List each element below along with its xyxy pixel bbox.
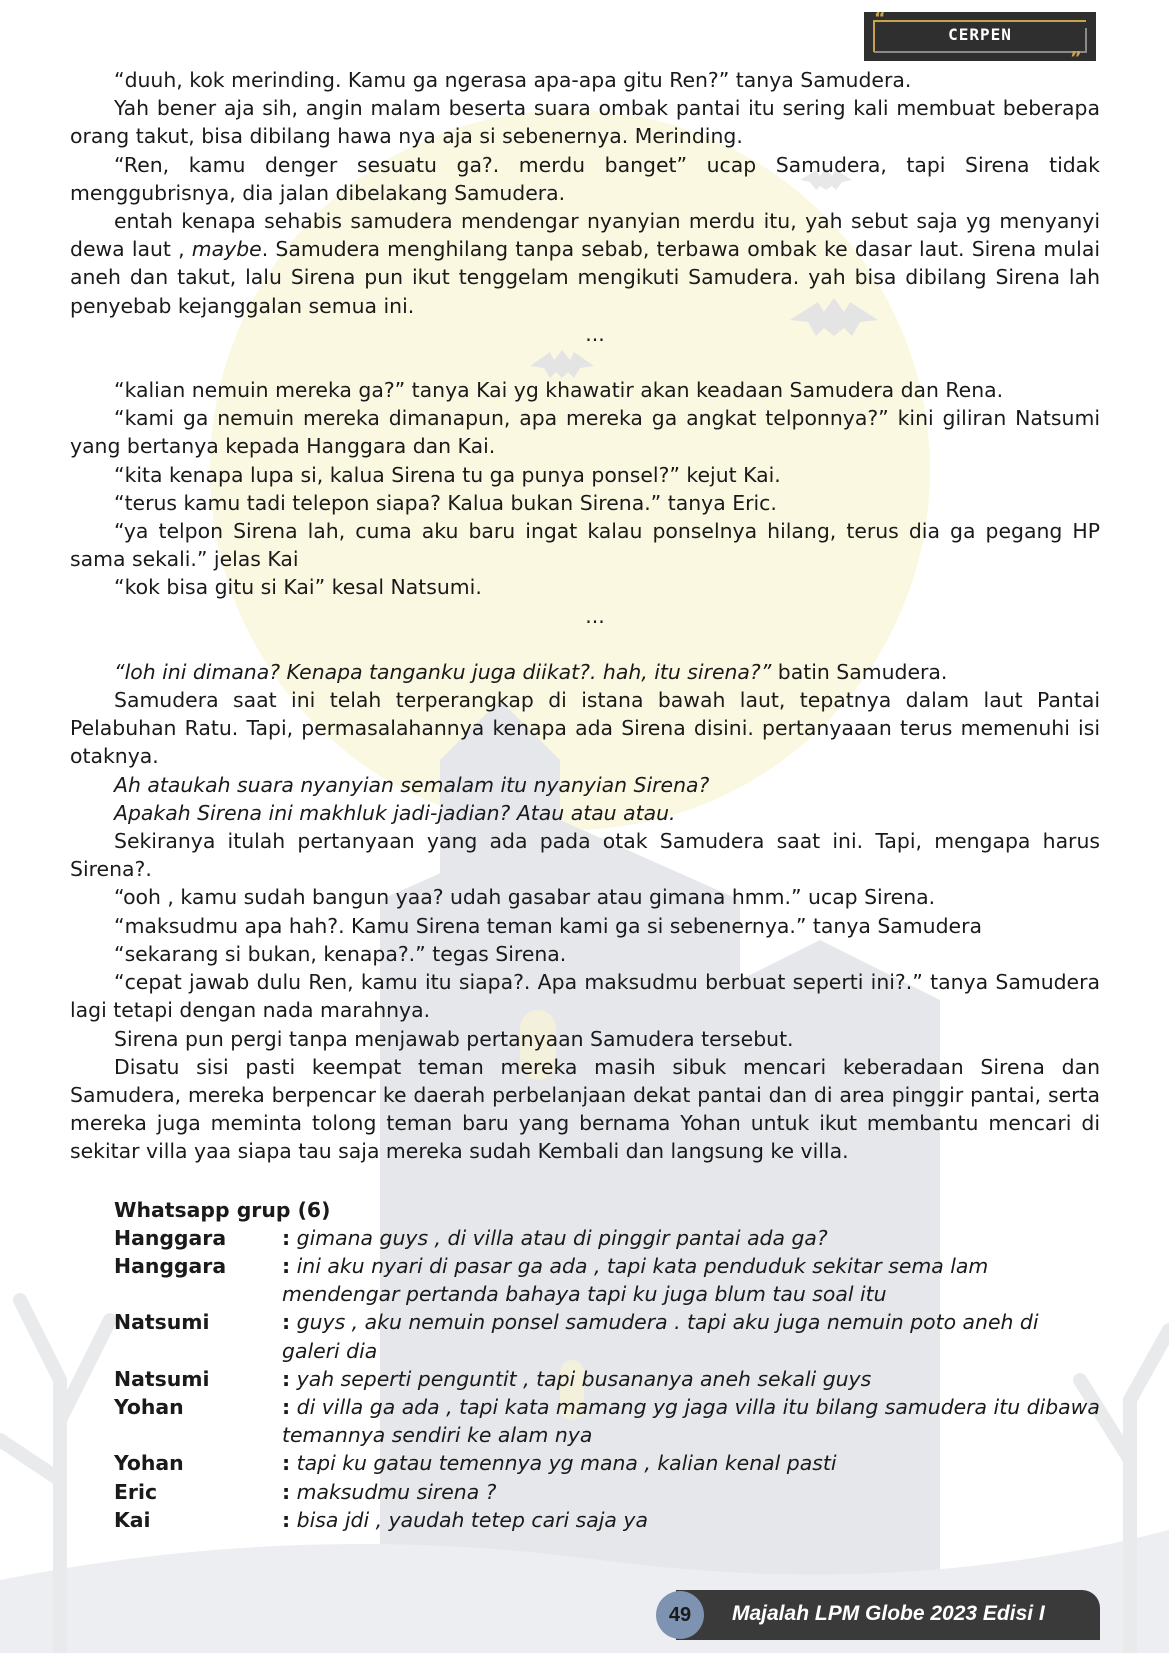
paragraph: Yah bener aja sih, angin malam beserta suara ombak pantai itu sering kali membuat beberapa orang takut, bisa dibilang hawa nya aja si sebenernya. Merinding.	[70, 96, 1100, 149]
chat-message	[114, 1308, 1100, 1364]
text-run: entah kenapa sehabis samudera mendengar nyanyian merdu itu, yah sebut saja yg menyanyi dewa laut ,	[70, 209, 1100, 262]
chat-message-text: guys , aku nemuin ponsel samudera . tapi aku juga nemuin poto aneh di galeri dia	[282, 1310, 1039, 1363]
chat-sender: Yohan	[114, 1394, 184, 1419]
paragraph: “duuh, kok merinding. Kamu ga ngerasa apa-apa gitu Ren?” tanya Samudera.	[114, 68, 912, 92]
chat-colon: :	[282, 1310, 291, 1335]
paragraph: “Ren, kamu denger sesuatu ga?. merdu banget” ucap Samudera, tapi Sirena tidak menggubrisnya, dia jalan dibelakang Samudera.	[70, 152, 1100, 205]
chat-message-text: bisa jdi , yaudah tetep cari saja ya	[296, 1507, 648, 1532]
paragraph: “cepat jawab dulu Ren, kamu itu siapa?. Apa maksudmu berbuat seperti ini?.” tanya Samudera lagi tetapi dengan nada marahnya.	[70, 970, 1100, 1023]
scene-separator: ...	[585, 321, 605, 346]
paragraph: “sekarang si bukan, kenapa?.” tegas Sirena.	[114, 941, 567, 966]
chat-message	[114, 1449, 1100, 1477]
chat-colon: :	[282, 1394, 291, 1419]
story-body	[70, 66, 1100, 1534]
chat-sender: Kai	[114, 1507, 151, 1532]
chat-colon: :	[282, 1225, 291, 1250]
chat-message-text: ini aku nyari di pasar ga ada , tapi kata penduduk sekitar sema lam mendengar pertanda bahaya tapi ku juga blum tau soal itu	[282, 1253, 989, 1307]
scene-separator: ...	[585, 603, 605, 628]
chat-message	[114, 1224, 1100, 1252]
paragraph: Samudera saat ini telah terperangkap di istana bawah laut, tepatnya dalam laut Pantai Pelabuhan Ratu. Tapi, permasalahannya kenapa ada Sirena disini. pertanyaaan terus memenuhi isi otaknya.	[70, 688, 1100, 769]
chat-message-text: gimana guys , di villa atau di pinggir pantai ada ga?	[296, 1225, 828, 1250]
text-run: batin Samudera.	[771, 659, 948, 684]
section-label: CERPEN	[948, 25, 1012, 44]
paragraph: “kita kenapa lupa si, kalua Sirena tu ga punya ponsel?” kejut Kai.	[114, 462, 781, 487]
chat-sender: Yohan	[114, 1451, 184, 1476]
chat-message	[114, 1252, 1100, 1308]
chat-text	[282, 1478, 1100, 1506]
text-run-italic: maybe	[191, 237, 262, 262]
paragraph: Disatu sisi pasti keempat teman mereka masih sibuk mencari keberadaan Sirena dan Samudera, mereka berpencar ke daerah perbelanjaan dekat pantai dan di area pinggir pantai, serta mereka juga meminta tolong teman baru yang bernama Yohan untuk ikut membantu mencari di sekitar villa yaa siapa tau saja mereka sudah Kembali dan langsung ke villa.	[70, 1054, 1100, 1164]
chat-text	[282, 1393, 1100, 1449]
chat-message-text: tapi ku gatau temennya yg mana , kalian kenal pasti	[296, 1451, 837, 1476]
text-run-italic: “loh ini dimana? Kenapa tanganku juga diikat?. hah, itu sirena?”	[114, 659, 772, 684]
chat-message-text: maksudmu sirena ?	[296, 1479, 497, 1504]
paragraph: Sirena pun pergi tanpa menjawab pertanyaan Samudera tersebut.	[114, 1026, 794, 1051]
paragraph: “kalian nemuin mereka ga?” tanya Kai yg khawatir akan keadaan Samudera dan Rena.	[114, 378, 1004, 403]
chat-sender: Hanggara	[114, 1225, 227, 1250]
text-run: . Samudera menghilang tanpa sebab, terbawa ombak ke dasar laut. Sirena mulai aneh dan takut, lalu Sirena pun ikut tenggelam mengikuti Samudera. yah bisa dibilang Sirena lah penyebab kejanggalan semua ini.	[70, 237, 1100, 318]
paragraph: “terus kamu tadi telepon siapa? Kalua bukan Sirena.” tanya Eric.	[114, 490, 777, 515]
paragraph-italic: Apakah Sirena ini makhluk jadi-jadian? Atau atau atau.	[114, 800, 676, 825]
section-header	[864, 12, 1096, 61]
chat-message-text: yah seperti penguntit , tapi busananya aneh sekali guys	[296, 1366, 872, 1391]
paragraph: “ooh , kamu sudah bangun yaa? udah gasabar atau gimana hmm.” ucap Sirena.	[114, 885, 936, 910]
chat-colon: :	[282, 1507, 291, 1532]
chat-sender: Natsumi	[114, 1366, 210, 1391]
chat-title: Whatsapp grup (6)	[114, 1197, 331, 1222]
paragraph	[70, 207, 1100, 320]
paragraph: “maksudmu apa hah?. Kamu Sirena teman kami ga si sebenernya.” tanya Samudera	[114, 913, 982, 938]
chat-colon: :	[282, 1451, 291, 1476]
chat-message-text: di villa ga ada , tapi kata mamang yg jaga villa itu bilang samudera itu dibawa temannya sendiri ke alam nya	[282, 1394, 1100, 1448]
chat-message	[114, 1506, 1100, 1534]
paragraph: “kok bisa gitu si Kai” kesal Natsumi.	[114, 575, 482, 600]
chat-text	[282, 1308, 1100, 1364]
svg-text:”: ”	[1070, 48, 1082, 61]
paragraph: “ya telpon Sirena lah, cuma aku baru ingat kalau ponselnya hilang, terus dia ga pegang HP sama sekali.” jelas Kai	[70, 519, 1100, 572]
chat-text	[282, 1224, 1100, 1252]
chat-text	[282, 1252, 1100, 1308]
chat-message	[114, 1365, 1100, 1393]
chat-text	[282, 1365, 1100, 1393]
page-footer	[656, 1590, 1100, 1640]
chat-sender: Eric	[114, 1479, 158, 1504]
chat-message	[114, 1393, 1100, 1449]
paragraph	[70, 658, 1100, 686]
chat-text	[282, 1449, 1100, 1477]
paragraph-italic: Ah ataukah suara nyanyian semalam itu nyanyian Sirena?	[114, 772, 710, 797]
whatsapp-chat	[114, 1196, 1100, 1534]
page-number: 49	[656, 1591, 704, 1639]
chat-message	[114, 1478, 1100, 1506]
paragraph: “kami ga nemuin mereka dimanapun, apa mereka ga angkat telponnya?” kini giliran Natsumi yang bertanya kepada Hanggara dan Kai.	[70, 406, 1100, 459]
magazine-title: Majalah LPM Globe 2023 Edisi I	[732, 1602, 1045, 1625]
chat-colon: :	[282, 1479, 291, 1504]
svg-text:“: “	[874, 12, 886, 29]
chat-sender: Natsumi	[114, 1310, 210, 1335]
chat-colon: :	[282, 1366, 291, 1391]
chat-colon: :	[282, 1253, 291, 1278]
chat-sender: Hanggara	[114, 1253, 227, 1278]
chat-text	[282, 1506, 1100, 1534]
paragraph: Sekiranya itulah pertanyaan yang ada pada otak Samudera saat ini. Tapi, mengapa harus Sirena?.	[70, 829, 1100, 882]
